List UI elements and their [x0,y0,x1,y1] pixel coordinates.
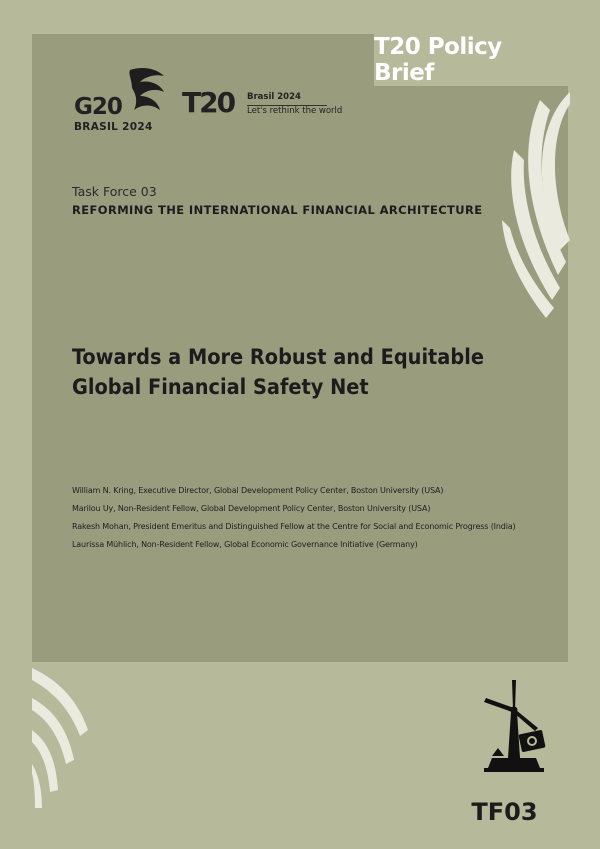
author-item: Marilou Uy, Non-Resident Fellow, Global Development Policy Center, Boston University (USA) [72,504,431,513]
policy-brief-badge-label: T20 Policy Brief [374,34,502,86]
task-force-code: TF03 [471,798,538,826]
author-item: Laurissa Mühlich, Non-Resident Fellow, Global Economic Governance Initiative (Germany) [72,540,418,549]
document-title-line-1: Towards a More Robust and Equitable [72,345,484,370]
author-list [72,482,562,554]
t20-logo-text: T20 [182,86,235,119]
document-title [72,343,532,403]
windmill-icon [474,676,554,776]
policy-brief-badge [374,34,568,86]
task-force-title: REFORMING THE INTERNATIONAL FINANCIAL ARCHITECTURE [72,203,483,217]
decorative-stripes-right [500,90,572,320]
g20-logo-subtext: BRASIL 2024 [74,121,153,133]
author-item: William N. Kring, Executive Director, Global Development Policy Center, Boston University (USA) [72,486,444,495]
author-item: Rakesh Mohan, President Emeritus and Distinguished Fellow at the Centre for Social and Economic Progress (India) [72,522,516,531]
task-force-label: Task Force 03 [72,184,157,199]
t20-slogan: Let's rethink the world [247,106,343,116]
t20-country: Brasil 2024 [247,92,301,102]
g20-logo-text: G20 [74,94,122,120]
document-title-line-2: Global Financial Safety Net [72,375,369,400]
decorative-stripes-left [28,660,108,810]
